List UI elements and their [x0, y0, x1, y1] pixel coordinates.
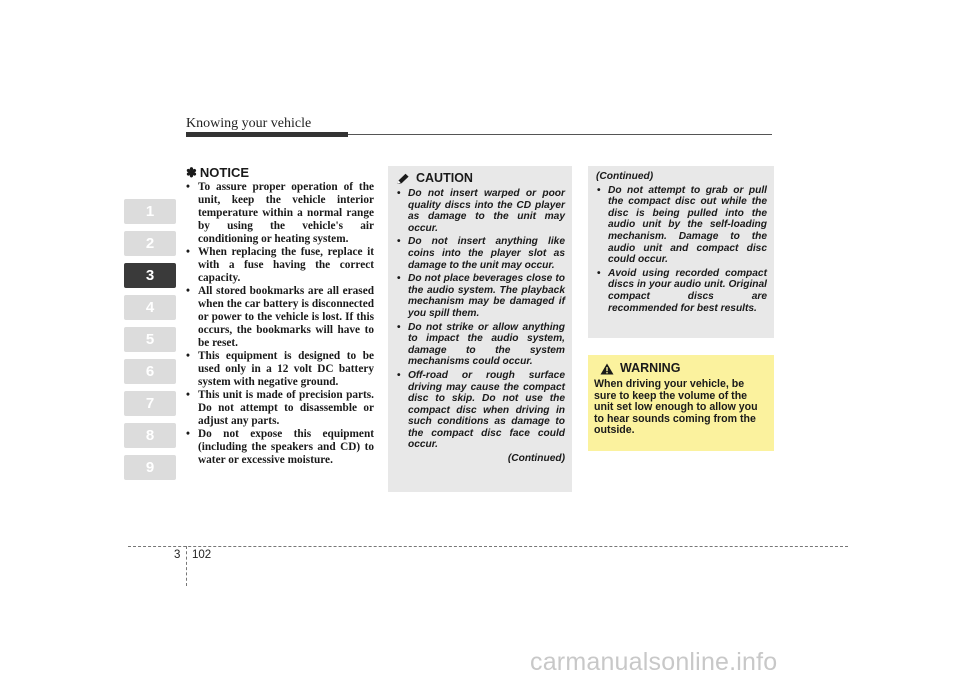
- asterisk-icon: ✽: [186, 165, 197, 180]
- chapter-tab-2[interactable]: 2: [124, 231, 176, 256]
- chapter-tab-3[interactable]: 3: [124, 263, 176, 288]
- header-bar: [186, 132, 348, 137]
- list-item: • Avoid using recorded compact discs in your audio unit. Original compact discs are recommended for best results.: [597, 267, 767, 314]
- page-header-title: Knowing your vehicle: [186, 116, 312, 131]
- notice-list: [186, 181, 374, 467]
- list-item: • Do not insert warped or poor quality discs into the CD player as damage to the unit may occur.: [397, 188, 565, 234]
- footer-divider: [186, 546, 187, 586]
- notice-title: NOTICE: [199, 165, 250, 180]
- list-item: • Do not insert anything like coins into the player slot as damage to the unit may occur.: [397, 236, 565, 271]
- notice-heading: [186, 166, 374, 179]
- footer-chapter-number: 3: [174, 549, 181, 561]
- list-item: • To assure proper operation of the unit, keep the vehicle interior temperature within a normal range by using the vehicle's air conditioning or heating system.: [186, 181, 374, 245]
- caution-continued-list: [596, 185, 767, 315]
- warning-text: When driving your vehicle, be sure to keep the volume of the unit set low enough to allow you to hear sounds coming from the outside.: [594, 378, 758, 437]
- list-item: • Do not place beverages close to the audio system. The playback mechanism may be damaged if you spill them.: [397, 273, 565, 319]
- caution-continued-box: [588, 166, 774, 338]
- warning-box: [588, 355, 774, 451]
- chapter-tab-1[interactable]: 1: [124, 199, 176, 224]
- chapter-tab-5[interactable]: 5: [124, 327, 176, 352]
- caution-title: CAUTION: [416, 171, 473, 186]
- footer-rule: [128, 546, 848, 547]
- list-item: • Off-road or rough surface driving may cause the compact disc to skip. Do not use the compact disc when driving in such conditions as damage to the compact disc face could occur.: [397, 369, 565, 451]
- list-item: • This unit is made of precision parts. Do not attempt to disassemble or adjust any parts.: [186, 389, 374, 427]
- list-item: • All stored bookmarks are all erased when the car battery is disconnected or power to the vehicle is lost. If this occurs, the bookmarks will have to be reset.: [186, 285, 374, 349]
- header-rule: [348, 134, 772, 135]
- caution-box: [388, 166, 572, 492]
- continued-label: (Continued): [507, 453, 565, 465]
- warning-title: WARNING: [620, 361, 681, 376]
- chapter-tab-6[interactable]: 6: [124, 359, 176, 384]
- footer-page-number: 102: [192, 549, 212, 561]
- list-item: • Do not expose this equipment (including the speakers and CD) to water or excessive moisture.: [186, 428, 374, 466]
- warning-heading: [594, 363, 768, 375]
- chapter-tab-9[interactable]: 9: [124, 455, 176, 480]
- caution-list: [396, 188, 565, 451]
- list-item: • Do not attempt to grab or pull the compact disc out while the disc is being pulled into the audio unit by the self-loading mechanism. Damage to the audio unit and compact disc could occur.: [597, 184, 767, 266]
- list-item: • This equipment is designed to be used only in a 12 volt DC battery system with negative ground.: [186, 350, 374, 388]
- watermark: carmanualsonline.info: [530, 648, 778, 676]
- notice-section: [186, 166, 374, 467]
- chapter-tab-8[interactable]: 8: [124, 423, 176, 448]
- caution-heading: [396, 173, 565, 185]
- list-item: • Do not strike or allow anything to impact the audio system, damage to the system mechanisms could occur.: [397, 321, 565, 368]
- chapter-tab-4[interactable]: 4: [124, 295, 176, 320]
- continued-heading: (Continued): [596, 171, 654, 182]
- warning-triangle-icon: [600, 363, 614, 375]
- list-item: • When replacing the fuse, replace it with a fuse having the correct capacity.: [186, 246, 374, 284]
- pencil-icon: [396, 173, 410, 185]
- chapter-tab-7[interactable]: 7: [124, 391, 176, 416]
